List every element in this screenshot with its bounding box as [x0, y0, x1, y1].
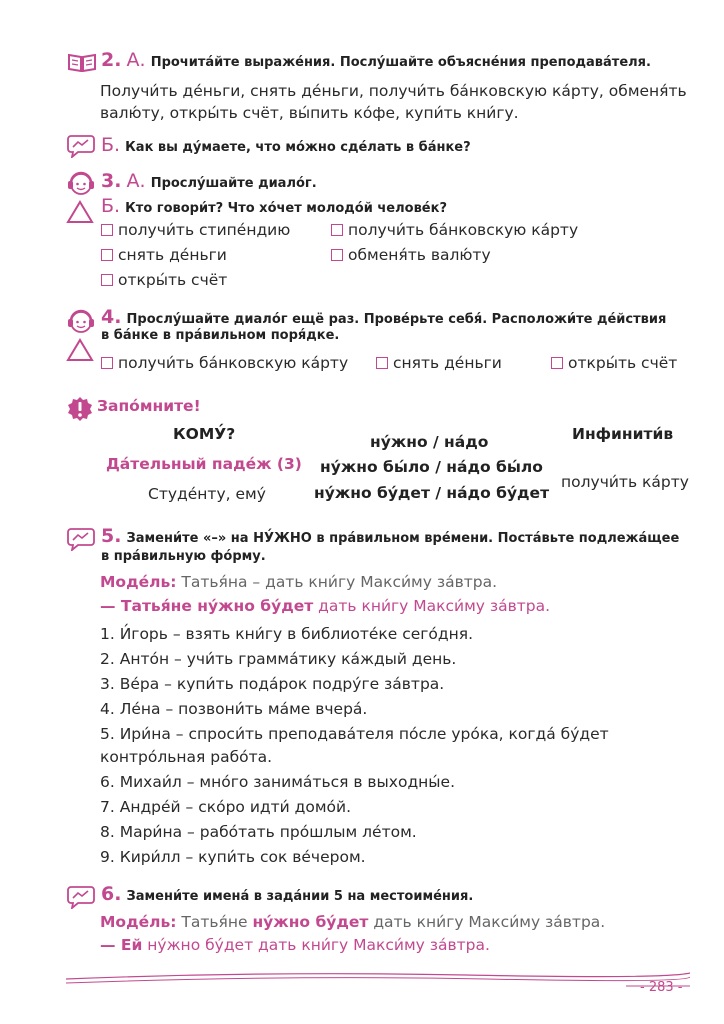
answer-dash: — — [100, 936, 121, 954]
model-label: Моде́ль: — [100, 573, 177, 591]
remember-col2-row3: ну́жно бу́дет / на́до бу́дет — [314, 484, 550, 502]
model-bold: ну́жно бу́дет — [252, 913, 369, 931]
task3-option-2[interactable] — [331, 221, 578, 239]
headphones-face-icon — [67, 307, 95, 335]
task5-number: 5. — [101, 525, 122, 547]
task5-instruction-line2: в пра́вильную фо́рму. — [101, 549, 266, 564]
task5-header — [101, 525, 679, 547]
task5-model-answer — [100, 597, 550, 615]
checkbox[interactable] — [551, 357, 563, 369]
task3-part-b-letter: Б. — [101, 195, 121, 217]
remember-col2-row2: ну́жно бы́ло / на́до бы́ло — [320, 458, 543, 476]
headphones-face-icon — [67, 169, 95, 197]
checkbox[interactable] — [101, 274, 113, 286]
task3-option-4[interactable] — [331, 246, 491, 264]
task6-model — [100, 913, 605, 931]
option-label: откры́ть счёт — [118, 271, 228, 289]
task4-instruction-line2: в ба́нке в пра́вильном поря́дке. — [101, 328, 340, 343]
option-label: снять де́ньги — [118, 246, 227, 264]
task3-part-b — [101, 195, 447, 217]
open-book-icon — [67, 52, 97, 72]
model-label: Моде́ль: — [100, 913, 177, 931]
answer-bold: Ей — [120, 936, 143, 954]
task6-model-answer — [100, 936, 490, 954]
remember-col3-header: Инфинити́в — [572, 425, 674, 443]
task6-number: 6. — [101, 883, 122, 905]
task2-part-a-instruction: Прочита́йте выраже́ния. Послу́шайте объясне́ния преподава́теля. — [150, 55, 651, 70]
answer-rest: ну́жно бу́дет дать кни́гу Макси́му за́втра. — [142, 936, 490, 954]
task2-number: 2. — [101, 49, 122, 71]
task6-instruction: Замени́те имена́ в зада́нии 5 на местоиме́ния. — [126, 889, 474, 904]
task5-item: 4. Ле́на – позвони́ть ма́ме вчера́. — [100, 700, 368, 718]
checkbox[interactable] — [376, 357, 388, 369]
remember-title: Запо́мните! — [97, 397, 201, 415]
answer-bold: Татья́не ну́жно бу́дет — [120, 597, 314, 615]
task3-option-1[interactable] — [101, 221, 290, 239]
option-label: получи́ть стипе́ндию — [118, 221, 291, 239]
checkbox[interactable] — [101, 224, 113, 236]
task5-item: 1. И́горь – взять кни́гу в библиоте́ке сего́дня. — [100, 625, 474, 643]
model-text: Татья́не — [176, 913, 253, 931]
task4-option-2[interactable] — [376, 354, 502, 372]
option-label: получи́ть ба́нковскую ка́рту — [118, 354, 349, 372]
task3-part-b-instruction: Кто говори́т? Что хо́чет молодо́й челове́к? — [125, 201, 447, 216]
task5-instruction-line1: Замени́те «–» на НУ́ЖНО в пра́вильном вре́мени. Поста́вьте подлежа́щее — [126, 531, 680, 546]
task2-expressions-line2: валю́ту, откры́ть счёт, вы́пить ко́фе, купи́ть кни́гу. — [100, 104, 519, 122]
option-label: обменя́ть валю́ту — [348, 246, 491, 264]
checkbox[interactable] — [101, 357, 113, 369]
checkbox[interactable] — [331, 249, 343, 261]
task3-part-a-letter: А. — [126, 170, 146, 192]
remember-col1-example: Студе́нту, ему́ — [148, 485, 266, 503]
task5-item: 2. Анто́н – учи́ть грамма́тику ка́ждый день. — [100, 650, 457, 668]
task2-part-b-instruction: Как вы ду́маете, что мо́жно сде́лать в ба́нке? — [125, 140, 471, 155]
task5-model — [100, 573, 497, 591]
task4-instruction-line1: Прослу́шайте диало́г ещё раз. Прове́рьте себя́. Расположи́те де́йствия — [126, 312, 667, 327]
task2-part-b — [101, 134, 471, 156]
checkbox[interactable] — [101, 249, 113, 261]
remember-col3-example: получи́ть ка́рту — [561, 473, 689, 491]
answer-dash: — — [100, 597, 121, 615]
model-text: дать кни́гу Макси́му за́втра. — [368, 913, 606, 931]
remember-col2-row1: ну́жно / на́до — [370, 433, 489, 451]
task2-expressions — [100, 80, 687, 124]
task5-item: 7. Андре́й – ско́ро идти́ домо́й. — [100, 798, 352, 816]
triangle-icon — [66, 338, 94, 362]
task4-number: 4. — [101, 306, 122, 328]
task5-item: 5. Ири́на – спроси́ть преподава́теля по́сле уро́ка, когда́ бу́дет — [100, 725, 609, 743]
task2-expressions-line1: Получи́ть де́ньги, снять де́ньги, получи́ть ба́нковскую ка́рту, обменя́ть — [100, 82, 687, 100]
remember-col1-header: КОМУ́? — [173, 425, 236, 443]
task5-item-continuation: контро́льная рабо́та. — [100, 748, 273, 766]
triangle-icon — [66, 200, 94, 224]
task3-header — [101, 170, 317, 192]
speech-bubble-chart-icon — [67, 134, 95, 158]
task4-option-3[interactable] — [551, 354, 677, 372]
task6-header — [101, 883, 473, 905]
answer-rest: дать кни́гу Макси́му за́втра. — [313, 597, 551, 615]
task5-item: 8. Мари́на – рабо́тать про́шлым ле́том. — [100, 823, 417, 841]
speech-bubble-chart-icon — [67, 527, 95, 551]
speech-bubble-chart-icon — [67, 885, 95, 909]
task2-part-b-letter: Б. — [101, 134, 121, 156]
task5-item: 9. Кири́лл – купи́ть сок ве́чером. — [100, 848, 366, 866]
task3-option-3[interactable] — [101, 246, 227, 264]
page-number: - 283 - — [640, 980, 683, 995]
footer-divider — [66, 966, 690, 992]
option-label: получи́ть ба́нковскую ка́рту — [348, 221, 579, 239]
task3-number: 3. — [101, 170, 122, 192]
model-text: Татья́на – дать кни́гу Макси́му за́втра. — [181, 573, 498, 591]
option-label: снять де́ньги — [393, 354, 502, 372]
checkbox[interactable] — [331, 224, 343, 236]
task5-item: 6. Михаи́л – мно́го занима́ться в выходны́е. — [100, 773, 456, 791]
task2-part-a-letter: А. — [126, 49, 146, 71]
option-label: откры́ть счёт — [568, 354, 678, 372]
task3-part-a-instruction: Прослу́шайте диало́г. — [150, 176, 317, 191]
exclamation-badge-icon — [67, 396, 93, 422]
task4-header — [101, 306, 666, 328]
task5-item: 3. Ве́ра – купи́ть пода́рок подру́ге за́втра. — [100, 675, 445, 693]
task4-option-1[interactable] — [101, 354, 348, 372]
task3-option-5[interactable] — [101, 271, 227, 289]
task2-header — [101, 49, 651, 71]
remember-col1-case: Да́тельный паде́ж (3) — [106, 455, 302, 473]
